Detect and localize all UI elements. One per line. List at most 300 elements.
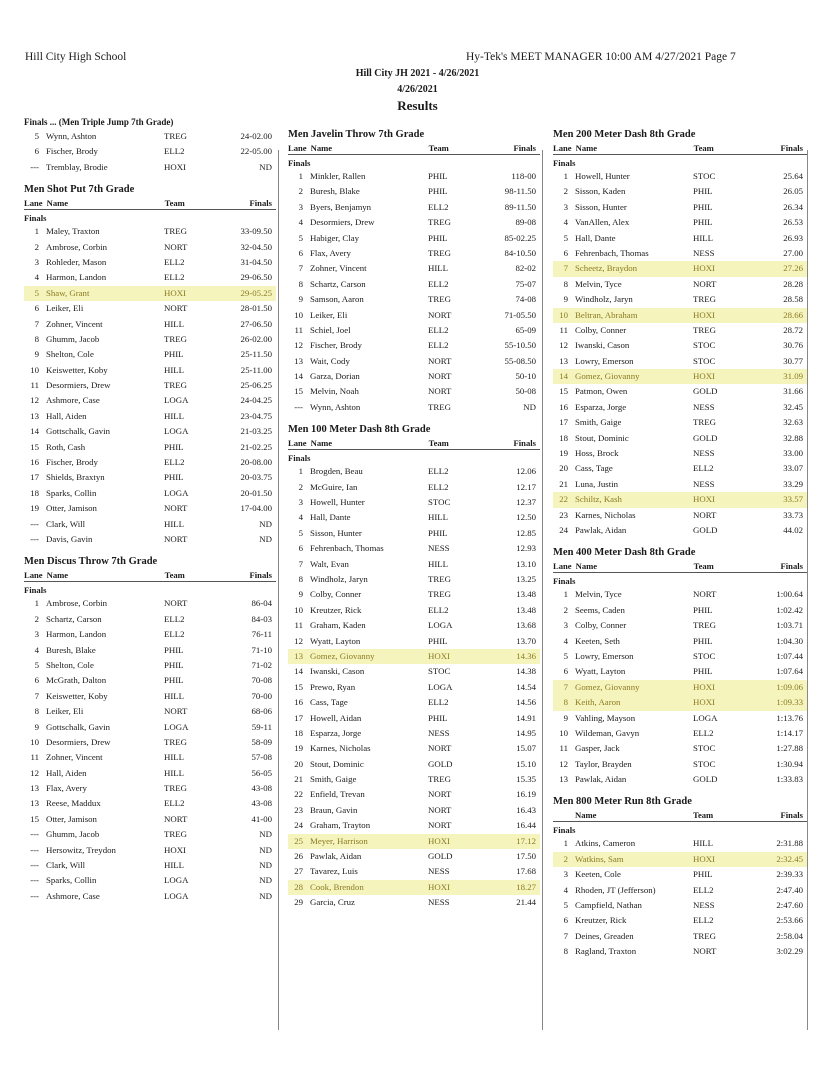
event-block [288,128,540,415]
athlete-name: Schartz, Carson [46,613,102,624]
result-row [24,424,276,439]
place: 7 [34,318,39,329]
team-code: GOLD [693,524,718,535]
place: 20 [294,758,303,769]
final-mark: 70-00 [251,690,272,701]
athlete-name: Vahling, Mayson [575,712,636,723]
place: 9 [298,294,303,305]
place: 17 [30,472,39,483]
place: --- [30,533,39,544]
team-code: ELL2 [164,457,185,468]
team-code: PHIL [164,659,184,670]
team-code: LOGA [164,395,189,406]
final-mark: 26.34 [783,201,803,212]
final-mark: 15.10 [516,758,536,769]
final-mark: 71-05.50 [504,309,536,320]
athlete-name: Fehrenbach, Thomas [310,543,384,554]
result-row [553,461,807,476]
place: 28 [294,881,303,892]
team-code: TREG [428,774,451,785]
final-mark: 1:02.42 [776,604,803,615]
final-mark: 27-06.50 [240,318,272,329]
athlete-name: Windholz, Jaryn [575,294,633,305]
final-mark: 32.88 [783,432,803,443]
result-row [24,827,276,842]
team-code: STOC [693,355,716,366]
place: 5 [34,659,39,670]
place: 13 [294,355,303,366]
athlete-name: Cass, Tage [310,697,348,708]
team-code: TREG [693,930,716,941]
final-mark: ND [259,533,272,544]
result-row [24,735,276,750]
final-mark: 12.50 [516,512,536,523]
highlighted-result-row [288,649,540,664]
place: 5 [298,232,303,243]
athlete-name: Leiker, Eli [46,706,84,717]
athlete-name: Deines, Greaden [575,930,634,941]
result-row [288,695,540,710]
athlete-name: Gomez, Giovanny [310,650,375,661]
team-code: LOGA [428,620,453,631]
athlete-name: Flax, Avery [310,247,351,258]
final-mark: 1:00.64 [776,589,803,600]
team-code: GOLD [428,758,453,769]
athlete-name: Pawlak, Aidan [575,774,627,785]
result-row [553,741,807,756]
team-code: NORT [428,804,452,815]
athlete-name: Ashmore, Case [46,395,100,406]
final-mark: 71-02 [251,659,272,670]
result-row [288,726,540,741]
place: 10 [559,309,568,320]
athlete-name: Gasper, Jack [575,743,620,754]
result-row [24,643,276,658]
result-row [288,864,540,879]
athlete-name: Pawlak, Aidan [310,851,362,862]
result-row [288,323,540,338]
place: 16 [559,401,568,412]
result-row [24,455,276,470]
athlete-name: Melvin, Tyce [575,589,622,600]
athlete-name: Keeten, Seth [575,635,620,646]
athlete-name: Keiswetter, Koby [46,364,108,375]
place: 5 [563,232,568,243]
team-code: STOC [693,743,716,754]
athlete-name: Harmon, Landon [46,272,107,283]
place: 16 [30,457,39,468]
place: 2 [563,853,568,864]
place: 11 [294,324,303,335]
team-code: TREG [428,589,451,600]
athlete-name: Ambrose, Corbin [46,598,108,609]
highlighted-result-row [553,261,807,276]
team-code: NESS [693,900,715,911]
team-code: LOGA [164,426,189,437]
place: 7 [298,263,303,274]
athlete-name: Zohner, Vincent [310,263,367,274]
team-code: HILL [164,410,185,421]
athlete-name: Graham, Kaden [310,620,366,631]
final-mark: 30.77 [783,355,803,366]
result-row [288,338,540,353]
team-code: NORT [428,309,452,320]
final-mark: 84-10.50 [504,247,536,258]
final-mark: 68-06 [251,706,272,717]
result-row [553,649,807,664]
team-code: PHIL [164,472,184,483]
place: 12 [294,340,303,351]
final-mark: 12.06 [516,466,536,477]
results-column-3 [553,120,807,960]
athlete-name: Brogden, Beau [310,466,363,477]
final-mark: 12.93 [516,543,536,554]
place: 7 [34,690,39,701]
team-code: NORT [428,386,452,397]
column-header [288,437,540,450]
event-title: Men 100 Meter Dash 8th Grade [288,424,431,436]
section-label: Finals [24,213,47,224]
final-mark: 16.19 [516,789,536,800]
athlete-name: McGuire, Ian [310,481,358,492]
result-row [24,781,276,796]
final-mark: 2:47.40 [776,884,803,895]
place: 6 [34,675,39,686]
final-mark: 41-00 [251,813,272,824]
athlete-name: Sisson, Hunter [310,527,362,538]
final-mark: 17.68 [516,866,536,877]
team-code: GOLD [428,851,453,862]
final-mark: 28.28 [783,278,803,289]
result-row [288,384,540,399]
final-mark: 74-08 [515,294,536,305]
place: 10 [30,364,39,375]
result-row [288,369,540,384]
final-mark: 76-11 [251,629,272,640]
result-row [24,347,276,362]
final-mark: 13.48 [516,589,536,600]
final-mark: 89-08 [515,217,536,228]
event-block [24,183,276,547]
athlete-name: Sparks, Collin [46,487,97,498]
athlete-name: Ashmore, Case [46,890,100,901]
place: 3 [563,201,568,212]
athlete-name: Leiker, Eli [46,303,84,314]
event-block [24,555,276,904]
final-mark: 71-10 [251,644,272,655]
final-mark: 26.53 [783,217,803,228]
result-row [24,517,276,532]
team-code: NESS [428,727,450,738]
final-mark: 32.45 [783,401,803,412]
place: 13 [294,650,303,661]
team-code: ELL2 [428,697,449,708]
athlete-name: Flax, Avery [46,783,87,794]
final-mark: 12.17 [516,481,536,492]
team-code: PHIL [693,217,713,228]
highlighted-result-row [288,880,540,895]
place: 1 [34,226,39,237]
place: 19 [30,503,39,514]
final-mark: 33.57 [783,494,803,505]
team-code: PHIL [428,232,448,243]
final-mark: 29-05.25 [240,287,272,298]
place: 6 [298,247,303,258]
final-mark: 2:39.33 [776,869,803,880]
team-code: NORT [164,706,188,717]
place: 1 [34,598,39,609]
final-mark: 75-07 [515,278,536,289]
final-mark: 20-03.75 [240,472,272,483]
result-row [553,338,807,353]
athlete-name: Wait, Cody [310,355,350,366]
team-code: STOC [693,758,716,769]
result-row [288,231,540,246]
column-divider [542,150,543,1030]
result-row [553,883,807,898]
result-row [288,200,540,215]
final-mark: 14.91 [516,712,536,723]
team-code: HILL [428,263,449,274]
event-title: Men 200 Meter Dash 8th Grade [553,129,696,140]
place: 2 [298,186,303,197]
place: 29 [294,897,303,908]
place: 13 [30,798,39,809]
place: 21 [294,774,303,785]
final-mark: 44.02 [783,524,803,535]
place: 15 [294,386,303,397]
athlete-name: Smith, Gaige [575,417,622,428]
result-row [24,843,276,858]
result-row [24,627,276,642]
result-row [288,849,540,864]
team-code: HOXI [693,371,715,382]
finals-header: Finals [780,810,803,821]
name-header: Name [575,143,598,153]
result-row [24,689,276,704]
result-row [24,858,276,873]
athlete-name: Colby, Conner [310,589,362,600]
final-mark: 65-09 [515,324,536,335]
team-code: HILL [164,690,185,701]
athlete-name: Wyatt, Layton [310,635,361,646]
team-code: LOGA [164,875,189,886]
result-row [24,532,276,547]
result-row [288,618,540,633]
final-mark: 14.36 [516,650,536,661]
place: 17 [294,712,303,723]
place: 20 [559,463,568,474]
result-row [288,400,540,415]
result-row [553,757,807,772]
place: 27 [294,866,303,877]
event-title: Men Discus Throw 7th Grade [24,556,158,568]
athlete-name: Campfield, Nathan [575,900,642,911]
athlete-name: Desormiers, Drew [46,736,111,747]
place: 4 [563,635,568,646]
result-row [553,913,807,928]
event-title: Finals ... (Men Triple Jump 7th Grade) [24,117,174,127]
athlete-name: Roth, Cash [46,441,86,452]
results-column-1 [24,116,276,904]
final-mark: 85-02.25 [504,232,536,243]
team-code: STOC [693,340,716,351]
place: 6 [34,146,39,157]
finals-header: Finals [780,143,803,153]
result-row [288,711,540,726]
place: 18 [294,727,303,738]
place: 1 [298,466,303,477]
final-mark: ND [259,518,272,529]
team-code: PHIL [164,349,184,360]
athlete-name: Keiswetter, Koby [46,690,108,701]
result-row [288,184,540,199]
athlete-name: Rohleder, Mason [46,256,107,267]
final-mark: 32.63 [783,417,803,428]
athlete-name: Ghumm, Jacob [46,333,100,344]
athlete-name: Beltran, Abraham [575,309,638,320]
team-code: NORT [164,503,188,514]
section-label: Finals [24,585,47,596]
meet-manager-info: Hy-Tek's MEET MANAGER 10:00 AM 4/27/2021 Page 7 [466,51,736,63]
team-code: HOXI [693,681,715,692]
column-header [288,142,540,155]
place: 24 [294,820,303,831]
place: 8 [298,573,303,584]
section-label: Finals [288,453,311,464]
athlete-name: Fischer, Brody [46,457,98,468]
place: 8 [34,706,39,717]
place: 2 [563,604,568,615]
place: 9 [298,589,303,600]
column-header [553,142,807,155]
result-row [553,634,807,649]
team-code: ELL2 [428,340,449,351]
final-mark: 15.35 [516,774,536,785]
place: 10 [294,309,303,320]
athlete-name: Maley, Traxton [46,226,100,237]
athlete-name: Hersowitz, Treydon [46,844,116,855]
team-code: ELL2 [693,727,714,738]
place: 22 [294,789,303,800]
final-mark: 33.29 [783,478,803,489]
result-row [553,664,807,679]
team-code: STOC [693,171,716,181]
final-mark: 50-10 [515,371,536,382]
result-row [553,415,807,430]
team-code: TREG [428,573,451,584]
name-header: Name [46,198,69,209]
athlete-name: Iwanski, Cason [575,340,630,351]
section-label: Finals [288,158,311,168]
meet-name: Hill City JH 2021 - 4/26/2021 [355,68,480,79]
team-code: NESS [428,897,450,908]
result-row [288,292,540,307]
final-mark: 43-08 [251,798,272,809]
athlete-name: Howell, Aidan [310,712,362,723]
final-mark: 27.00 [783,247,803,258]
athlete-name: Enfield, Trevan [310,789,365,800]
final-mark: 59-11 [251,721,272,732]
team-header: Team [428,143,449,153]
athlete-name: Otter, Jamison [46,503,97,514]
team-code: LOGA [693,712,718,723]
name-header: Name [46,570,69,581]
team-code: STOC [428,497,451,508]
place: 6 [563,247,568,258]
place: 15 [30,441,39,452]
lane-header [553,809,575,821]
final-mark: 17.12 [516,835,536,846]
result-row [24,796,276,811]
athlete-name: Colby, Conner [575,620,627,631]
result-row [288,480,540,495]
final-mark: 1:09.06 [776,681,803,692]
meet-date: 4/26/2021 [397,84,438,95]
result-row [24,596,276,611]
final-mark: 32-04.50 [240,241,272,252]
highlighted-result-row [553,695,807,710]
athlete-name: Gomez, Giovanny [575,371,640,382]
team-code: ELL2 [428,278,449,289]
team-code: HILL [164,767,185,778]
place: 13 [559,774,568,785]
place: 19 [294,743,303,754]
results-heading: Results [397,98,438,113]
athlete-name: Karnes, Nicholas [310,743,371,754]
result-row [288,587,540,602]
team-code: NORT [428,743,452,754]
athlete-name: Buresh, Blake [310,186,360,197]
event-title: Men Javelin Throw 7th Grade [288,129,425,140]
team-code: PHIL [428,712,448,723]
result-row [24,409,276,424]
team-code: TREG [164,333,187,344]
team-code: NESS [428,866,450,877]
result-row [553,836,807,851]
event-block [553,128,807,538]
team-code: HOXI [428,650,450,661]
result-row [24,720,276,735]
column-header [24,197,276,210]
athlete-name: Shelton, Cole [46,659,94,670]
highlighted-result-row [553,369,807,384]
team-code: GOLD [693,774,718,785]
athlete-name: Schiel, Joel [310,324,351,335]
athlete-name: Samson, Aaron [310,294,364,305]
result-row [24,301,276,316]
lane-header: Lane [553,561,572,572]
athlete-name: Gottschalk, Gavin [46,426,111,437]
team-code: TREG [693,324,716,335]
final-mark: 21.44 [516,897,536,908]
team-code: ELL2 [428,466,449,477]
final-mark: ND [259,890,272,901]
team-code: HOXI [693,309,715,320]
result-row [288,215,540,230]
final-mark: 1:07.44 [776,650,803,661]
final-mark: 1:14.17 [776,727,803,738]
team-code: HILL [164,518,185,529]
place: 4 [34,644,39,655]
result-row [288,603,540,618]
section-label: Finals [553,158,576,168]
team-code: TREG [428,217,451,228]
place: 1 [298,171,303,181]
athlete-name: Harmon, Landon [46,629,107,640]
place: 8 [563,278,568,289]
result-row [24,393,276,408]
